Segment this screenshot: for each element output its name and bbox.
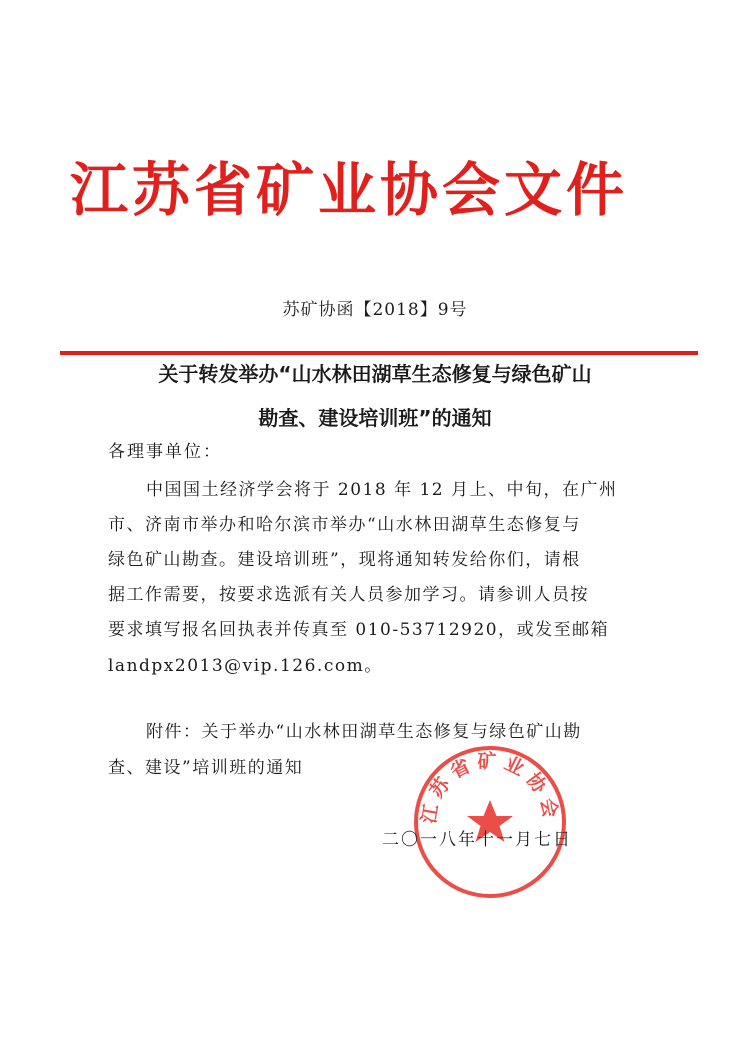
- body-line: 据工作需要，按要求选派有关人员参加学习。请参训人员按: [108, 585, 589, 605]
- issue-date: 二〇一八年十一月七日: [382, 830, 572, 850]
- salutation: 各理事单位：: [108, 442, 222, 462]
- body-line: 中国国土经济学会将于 2018 年 12 月上、中旬，在广州: [146, 480, 618, 500]
- document-number: 苏矿协函【2018】9号: [282, 300, 468, 320]
- body-line: 要求填写报名回执表并传真至 010-53712920，或发至邮箱: [108, 620, 610, 640]
- seal-text: 江苏省矿业协会: [417, 750, 563, 826]
- notice-title-line-2: 勘查、建设培训班”的通知: [258, 406, 492, 430]
- issuer-header: 江苏省矿业协会文件: [70, 156, 629, 224]
- attachment-line: 查、建设”培训班的通知: [108, 758, 304, 778]
- red-divider: [60, 351, 698, 355]
- official-seal: [410, 742, 570, 902]
- body-line: 绿色矿山勘查。建设培训班”，现将通知转发给你们，请根: [108, 550, 581, 570]
- attachment-line: 附件：关于举办“山水林田湖草生态修复与绿色矿山勘: [146, 722, 582, 742]
- email-address-line: landpx2013@vip.126.com。: [108, 656, 383, 676]
- notice-title-line-1: 关于转发举办“山水林田湖草生态修复与绿色矿山: [158, 362, 592, 386]
- body-line: 市、济南市举办和哈尔滨市举办“山水林田湖草生态修复与: [108, 515, 581, 535]
